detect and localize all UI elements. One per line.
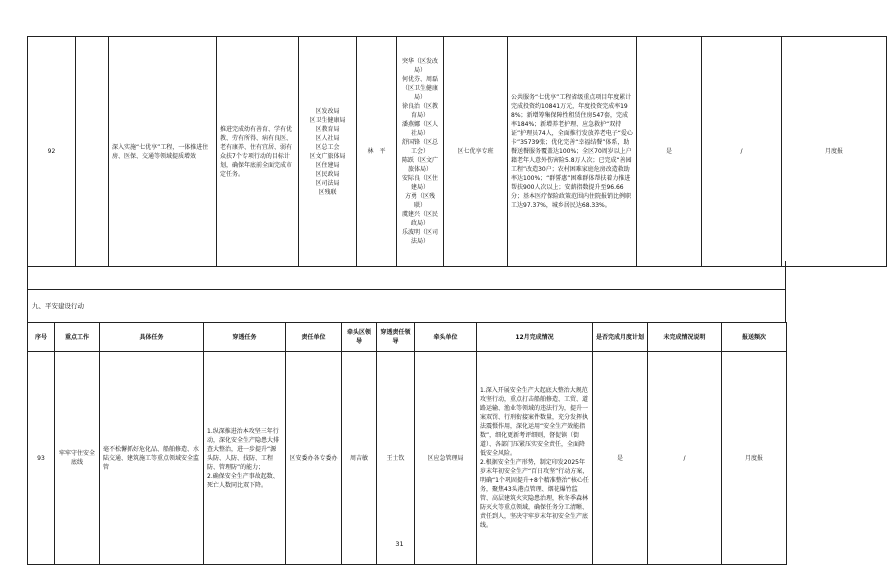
cell-work (76, 37, 109, 267)
page-number: 31 (395, 540, 404, 548)
header-done: 是否完成月度计划 (593, 323, 648, 352)
header-task: 具体任务 (100, 323, 204, 352)
section-title: 九、平安建设行动 (27, 290, 786, 322)
header-units: 责任单位 (286, 323, 342, 352)
cell-units: 区发改局 区卫生健康局 区教育局 区人社局 区总工会 区文广旅体局 区住建局 区民政局 区司法局 区残联 (299, 37, 357, 267)
cell-situation: 1.深入开展安全生产大起底大整治大规范攻坚行动，重点打击船舶修造、工贸、道路运输、渔业等领域的违法行为，提升一案双罚、行刑衔接案件数量，充分发挥执法震慑作用，深化运用“安全生产效能指数”，细化更新考评细则，督促镇（街道）、各部门压紧压实安全责任，全面降低安全风险。 2.根据安全生产形势，制定印发2025年岁末年初安全生产“百日攻坚”行动方案，明确“1个巩固提升+8个精准整治”核心任务，聚焦43头港点管理、烟花爆竹监管、高层建筑火灾隐患治理，秋冬季森林防灭火等重点领域，确保任务分工清晰、责任到人，坚决守牢岁末年初安全生产底线。 (477, 352, 593, 565)
cell-freq: 月度报 (722, 352, 787, 565)
cell-done: 是 (593, 352, 648, 565)
cell-no: 92 (28, 37, 76, 267)
cell-through-lead: 王士钦 (377, 352, 415, 565)
cell-lead-unit: 区七优享专班 (444, 37, 508, 267)
header-lead: 牵头区领导 (342, 323, 377, 352)
table-row-93 (28, 352, 787, 565)
cell-explain: / (648, 352, 722, 565)
cell-lead: 周吉敏 (342, 352, 377, 565)
header-freq: 报送频次 (722, 323, 787, 352)
table-section-9 (27, 322, 787, 565)
cell-work: 牢牢守住安全底线 (55, 352, 100, 565)
blank-row (27, 261, 786, 290)
table-header (28, 323, 787, 352)
header-explain: 未完成情况说明 (648, 323, 722, 352)
header-lead-unit: 牵头单位 (415, 323, 477, 352)
cell-task: 毫不松懈抓好危化品、船舶修造、水陆交通、建筑施工等重点领域安全监管 (100, 352, 204, 565)
cell-done: 是 (637, 37, 702, 267)
cell-situation: 公共服务“七优享”工程省级重点项目年度累计完成投资约10841万元，年度投资完成率198%；新增筹集保障性租赁住房547套，完成率184%；新增养老护理、应急救护“双持证”护理员74人，全面推行发放养老电子“爱心卡”35739张；优化完善“幸福结餐”体系，助餐送餐服务覆盖达100%；全区70周岁以上户籍老年人意外伤害险5.8万人次；已完成“善园工程”改造30户；农村困难家庭危房改造救助率达100%；“群誓惠”困难群体帮扶着力推进帮扶900人次以上；安薪指数提升至96.66分；基本医疗保险政策范围内住院报销比例职工达97.37%，城乡居民达68.33%。 (508, 37, 637, 267)
cell-no: 93 (28, 352, 55, 565)
cell-through-leads: 突华（区发改局） 何优芬、周磊（区卫生健康局） 徐良治（区教育局） 潘燕娜（区人社局） 舒国锋（区总工会） 陈跃（区文广旅体局） 安际良（区住建局） 方勇（区残联） 虞建兴（区民政局） 乐波明（区司法局） (397, 37, 444, 267)
cell-lead-unit: 区应急管理局 (415, 352, 477, 565)
header-through-lead: 穿透责任领导 (377, 323, 415, 352)
cell-lead: 林 平 (357, 37, 397, 267)
header-no: 序号 (28, 323, 55, 352)
cell-explain: / (702, 37, 782, 267)
cell-through-task: 推进完成幼有善育、学有优教、劳有所得、病有良医、老有康养、住有宜居、弱有众扶7个专项行动的目标计划，确保年底前全面完成市定任务。 (217, 37, 299, 267)
table-row-92 (27, 36, 887, 267)
header-situation: 12月完成情况 (477, 323, 593, 352)
cell-through-task: 1.纵深推进治本攻坚三年行动，深化安全生产隐患大排查大整治，进一步提升“源头防、人防、技防、工程防、管理防”的能力； 2.确保安全生产事故起数、死亡人数同比双下降。 (204, 352, 286, 565)
cell-task: 深入实施“七优享”工程，一体推进住房、医保、交通等领域提质增效 (109, 37, 217, 267)
cell-freq: 月度报 (782, 37, 887, 267)
header-through-task: 穿透任务 (204, 323, 286, 352)
cell-units: 区安委办各专委办 (286, 352, 342, 565)
header-work: 重点工作 (55, 323, 100, 352)
